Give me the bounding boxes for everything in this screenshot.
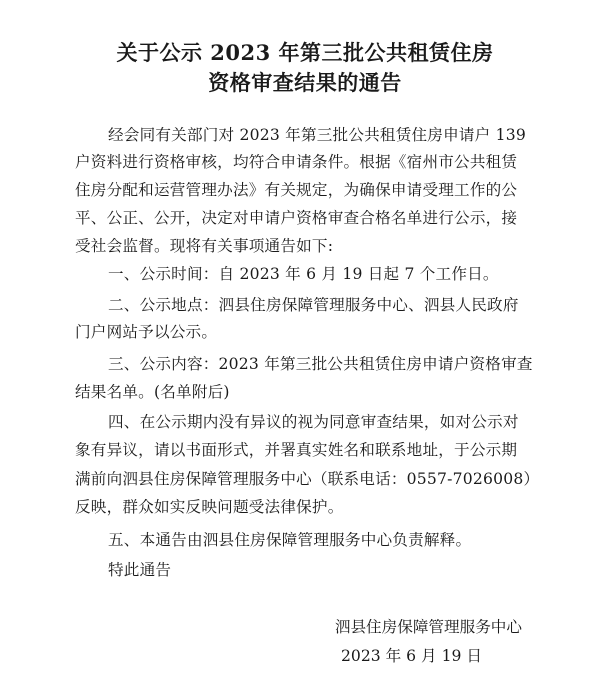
- body-paragraph-intro-line-3: 住房分配和运营管理办法》有关规定，为确保申请受理工作的公: [75, 181, 518, 199]
- item-4-objection-line-3: 满前向泗县住房保障管理服务中心（联系电话：0557-7026008）: [75, 470, 540, 488]
- item-5-interpretation: 五、本通告由泗县住房保障管理服务中心负责解释。: [108, 531, 472, 549]
- item-3-content-line-1: 三、公示内容：2023 年第三批公共租赁住房申请户资格审查: [108, 355, 533, 373]
- title-line-2: 资格审查结果的通告: [208, 70, 402, 95]
- item-4-objection-line-4: 反映，群众如实反映问题受法律保护。: [75, 498, 344, 516]
- signature-date: 2023 年 6 月 19 日: [340, 647, 482, 665]
- title-line-1: 关于公示 2023 年第三批公共租赁住房: [116, 40, 494, 65]
- closing-phrase: 特此通告: [108, 561, 172, 579]
- item-2-location-line-2: 门户网站予以公示。: [75, 323, 218, 341]
- body-paragraph-intro-line-1: 经会同有关部门对 2023 年第三批公共租赁住房申请户 139: [108, 126, 526, 144]
- item-3-content-line-2: 结果名单。(名单附后): [75, 383, 230, 401]
- signature-organization: 泗县住房保障管理服务中心: [334, 618, 522, 636]
- body-paragraph-intro-line-5: 受社会监督。现将有关事项通告如下:: [75, 237, 334, 255]
- item-4-objection-line-1: 四、在公示期内没有异议的视为同意审查结果，如对公示对: [108, 413, 519, 431]
- item-1-time: 一、公示时间：自 2023 年 6 月 19 日起 7 个工作日。: [108, 265, 499, 283]
- item-2-location-line-1: 二、公示地点：泗县住房保障管理服务中心、泗县人民政府: [108, 296, 519, 314]
- body-paragraph-intro-line-2: 户资料进行资格审核，均符合申请条件。根据《宿州市公共租赁: [75, 153, 518, 171]
- item-4-objection-line-2: 象有异议，请以书面形式，并署真实姓名和联系地址，于公示期: [75, 441, 518, 459]
- body-paragraph-intro-line-4: 平、公正、公开，决定对申请户资格审查合格名单进行公示，接: [75, 209, 518, 227]
